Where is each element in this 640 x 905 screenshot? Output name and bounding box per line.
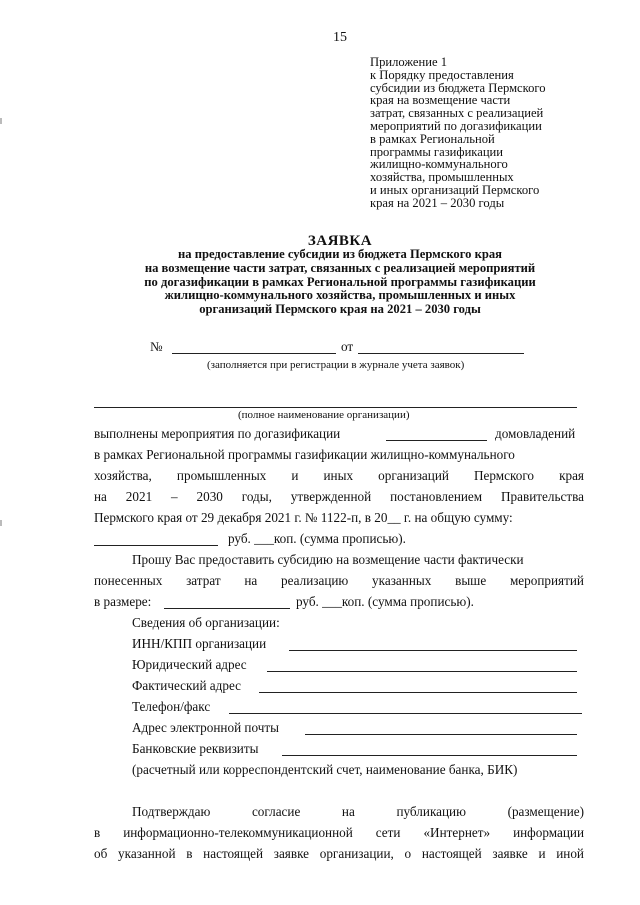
consent-line2: в информационно-телекоммуникационной сети «Интернет» информации bbox=[94, 825, 584, 840]
appendix-line: в рамках Региональной bbox=[370, 131, 495, 146]
scan-artifact bbox=[0, 520, 2, 526]
appendix-line: края на возмещение части bbox=[370, 93, 511, 108]
subtitle-line: организаций Пермского края на 2021 – 2030 годы bbox=[199, 302, 481, 317]
actual-address-field-line[interactable] bbox=[259, 692, 577, 693]
body1-line4: на 2021 – 2030 годы, утвержденной постановлением Правительства bbox=[94, 489, 584, 504]
appendix-line: субсидии из бюджета Пермского bbox=[370, 80, 546, 95]
legal-address-label: Юридический адрес bbox=[132, 657, 247, 672]
subsidy-amount-field-line[interactable] bbox=[164, 608, 290, 609]
appendix-line: жилищно-коммунального bbox=[370, 157, 508, 172]
body1-line2 bbox=[94, 447, 584, 463]
bank-note: (расчетный или корреспондентский счет, наименование банка, БИК) bbox=[132, 762, 518, 777]
document-subtitle bbox=[80, 248, 600, 317]
appendix-line: программы газификации bbox=[370, 144, 504, 159]
appendix-line: Приложение 1 bbox=[370, 55, 448, 69]
appendix-line: и иных организаций Пермского bbox=[370, 182, 540, 197]
date-label: от bbox=[341, 339, 354, 354]
body2-line1: Прошу Вас предоставить субсидию на возмещение части фактически bbox=[132, 552, 524, 567]
email-field-line[interactable] bbox=[305, 734, 577, 735]
scan-artifact bbox=[0, 118, 2, 124]
email-label: Адрес электронной почты bbox=[132, 720, 279, 735]
document-title: ЗАЯВКА bbox=[307, 233, 373, 249]
inn-label: ИНН/КПП организации bbox=[132, 636, 267, 651]
subtitle-line: на возмещение части затрат, связанных с реализацией мероприятий bbox=[144, 260, 536, 275]
body1-line1-start: выполнены мероприятия по догазификации bbox=[94, 426, 341, 441]
subtitle-line: жилищно-коммунального хозяйства, промышленных и иных bbox=[164, 288, 516, 303]
body1-line3: хозяйства, промышленных и иных организаций Пермского края bbox=[94, 468, 584, 483]
body1-line5: Пермского края от 29 декабря 2021 г. № 1122-п, в 20__ г. на общую сумму: bbox=[94, 510, 513, 525]
consent-line3: об указанной в настоящей заявке организации, о настоящей заявке и иной bbox=[94, 846, 584, 861]
households-field-line[interactable] bbox=[386, 440, 487, 441]
number-field-line[interactable] bbox=[172, 353, 336, 354]
body2-line2: понесенных затрат на реализацию указанных выше мероприятий bbox=[94, 573, 584, 588]
body1-line6: руб. ___коп. (сумма прописью). bbox=[228, 531, 406, 546]
appendix-line: к Порядку предоставления bbox=[370, 67, 514, 82]
org-name-note: (полное наименование организации) bbox=[238, 409, 410, 421]
appendix-line: мероприятий по догазификации bbox=[370, 118, 542, 133]
page-number: 15 bbox=[333, 30, 347, 45]
phone-field-line[interactable] bbox=[229, 713, 582, 714]
body1-line1-end: домовладений bbox=[495, 426, 576, 441]
bank-label: Банковские реквизиты bbox=[132, 741, 259, 756]
org-info-header: Сведения об организации: bbox=[132, 615, 280, 630]
body2-line3-end: руб. ___коп. (сумма прописью). bbox=[296, 594, 474, 609]
date-field-line[interactable] bbox=[358, 353, 524, 354]
registration-note: (заполняется при регистрации в журнале учета заявок) bbox=[207, 359, 465, 371]
body2-line3-start: в размере: bbox=[94, 594, 152, 609]
number-label: № bbox=[150, 339, 163, 354]
org-name-line[interactable] bbox=[94, 407, 577, 408]
subtitle-line: на предоставление субсидии из бюджета Пермского края bbox=[178, 247, 502, 261]
bank-field-line[interactable] bbox=[282, 755, 577, 756]
inn-field-line[interactable] bbox=[289, 650, 577, 651]
total-sum-field-line[interactable] bbox=[94, 545, 218, 546]
legal-address-field-line[interactable] bbox=[267, 671, 577, 672]
actual-address-label: Фактический адрес bbox=[132, 678, 242, 693]
appendix-header bbox=[370, 56, 546, 210]
consent-line1: Подтверждаю согласие на публикацию (размещение) bbox=[132, 804, 584, 819]
body1-line2-text: в рамках Региональной программы газификации жилищно-коммунального bbox=[94, 447, 515, 462]
subtitle-line: по догазификации в рамках Региональной программы газификации bbox=[144, 274, 536, 289]
appendix-line: хозяйства, промышленных bbox=[370, 170, 514, 185]
phone-label: Телефон/факс bbox=[132, 699, 211, 714]
appendix-line: затрат, связанных с реализацией bbox=[370, 106, 544, 121]
appendix-line: края на 2021 – 2030 годы bbox=[370, 195, 505, 210]
